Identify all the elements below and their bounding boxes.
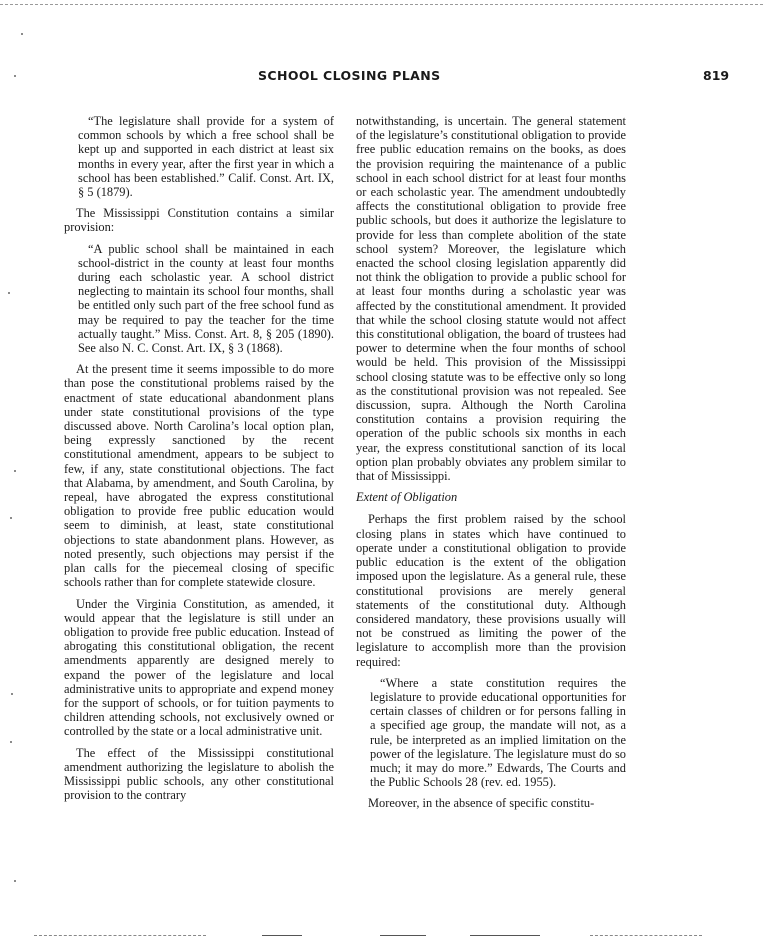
paragraph: Perhaps the first problem raised by the school closing plans in states which have continued to operate under a constitutional obligation to provide public education is the extent of the obligation imposed upon the legislature. As a general rule, these constitutional provisions are merely general statements of the constitutional duty. Although considered mandatory, these provisions usually will not be construed as limiting the power of the legislature to accomplish more than the provision required: <box>356 512 626 669</box>
continued-paragraph: notwithstanding, is uncertain. The general statement of the legislature’s constitutional obligation to provide free public education remains on the books, as does the provision requiring the maintenance of a public school in each school district for at least four months or each scholastic year. The amendment undoubtedly affects the constitutional obligation to provide free public schools, but does it authorize the legislature to provide for less than complete abolition of the state school system? Moreover, the legislature which enacted the school closing legislation apparently did not think the obligation to provide a public school for at least four months during a scholastic year was affected by the constitutional amendment. It provided that while the school closing statute would not affect this constitutional obligation, the board of trustees had power to determine when the four months of school would be held. This provision of the Mississippi school closing statute was to be effective only so long as the constitutional provision was not repealed. See discussion, supra. Although the North Carolina constitution contains a provision requiring the operation of the public schools six months in each year, the express constitutional sanction of its local option plan probably obviates any problem similar to that of Mississippi. <box>356 114 626 484</box>
paragraph: Under the Virginia Constitution, as amended, it would appear that the legislature is still under an obligation to provide free public education. Instead of abrogating this constitutional obligation, the recent amendments apparently are designed merely to expand the power of the legislature and local administrative units to appropriate and expend money for the support of schools, or for tuition payments to children attending schools, not exclusively owned or controlled by the state or a local administrative unit. <box>64 596 334 739</box>
bottom-scan-edge <box>380 935 426 936</box>
scan-speck <box>10 741 12 743</box>
scan-speck <box>14 75 16 77</box>
running-head-title: SCHOOL CLOSING PLANS <box>258 68 441 83</box>
paragraph: The Mississippi Constitution contains a similar provision: <box>64 206 334 235</box>
california-constitution-quote: “The legislature shall provide for a system of common schools by which a free school shall be kept up and supported in each district at least six months in every year, after the first year in which a school has been established.” Calif. Const. Art. IX, § 5 (1879). <box>78 114 334 200</box>
scan-speck <box>14 880 16 882</box>
paragraph: At the present time it seems impossible to do more than pose the constitutional problems raised by the enactment of state educational abandonment plans under state constitutional provisions of the type discussed above. North Carolina’s local option plan, being expressly sanctioned by the recent constitutional amendment, appears to be subject to few, if any, state constitutional objections. The fact that Alabama, by amendment, and South Carolina, by repeal, have abrogated the express constitutional obligation to provide free public education would seem to diminish, at least, state constitutional objections to state abandonment plans. However, as noted presently, such objections may persist if the plan calls for the piecemeal closing of specific schools rather than for complete statewide closure. <box>64 362 334 590</box>
section-heading: Extent of Obligation <box>356 490 458 505</box>
bottom-scan-edge <box>262 935 302 936</box>
scan-speck <box>14 470 16 472</box>
scan-speck <box>8 292 10 294</box>
right-column <box>356 114 626 818</box>
scan-speck <box>10 517 12 519</box>
edwards-quote: “Where a state constitution requires the legislature to provide educational opportunities for certain classes of children or for persons falling in a specified age group, the mandate will not, as a rule, be interpreted as an implied limitation on the power of the legislature. The legislature must do so much; it may do more.” Edwards, The Courts and the Public Schools 28 (rev. ed. 1955). <box>370 675 626 790</box>
bottom-scan-edge <box>590 935 702 936</box>
scan-speck <box>11 693 13 695</box>
mississippi-constitution-quote: “A public school shall be maintained in each school-district in the county at least four months during each scholastic year. A school district neglecting to maintain its school four months, shall be entitled only such part of the free school fund as may be required to pay the teacher for the time actually taught.” Miss. Const. Art. 8, § 205 (1890). See also N. C. Const. Art. IX, § 3 (1868). <box>78 241 334 356</box>
page-number: 819 <box>703 68 730 83</box>
paragraph: The effect of the Mississippi constitutional amendment authorizing the legislature to abolish the Mississippi public schools, any other constitutional provision to the contrary <box>64 745 334 803</box>
paragraph: Moreover, in the absence of specific constitu- <box>368 796 595 811</box>
scan-speck <box>21 33 23 35</box>
bottom-scan-edge <box>470 935 540 936</box>
left-column <box>64 114 334 809</box>
bottom-scan-edge <box>34 935 206 936</box>
top-scan-edge <box>0 4 763 5</box>
